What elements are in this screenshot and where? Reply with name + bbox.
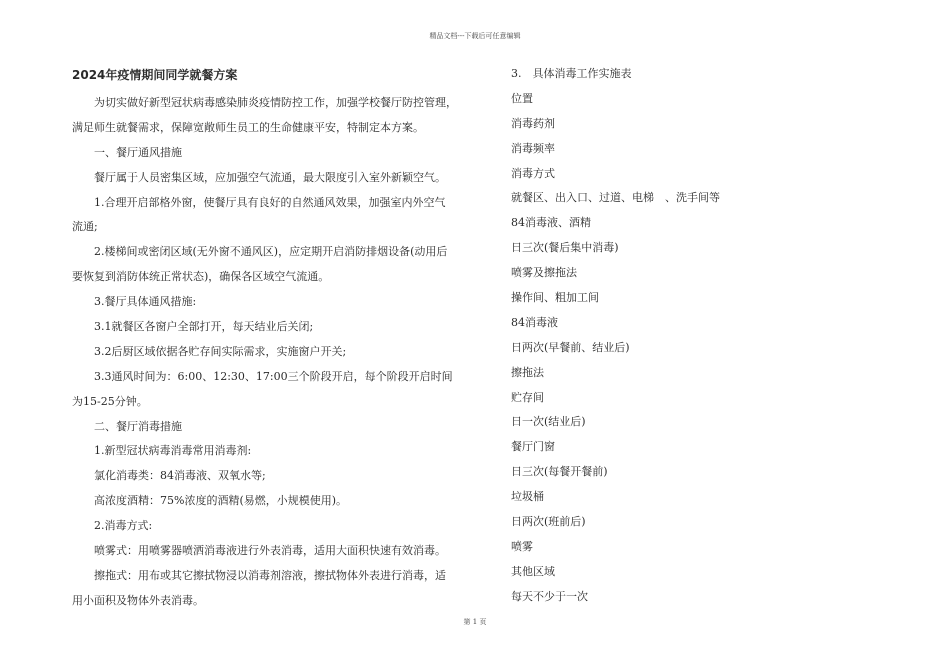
page-number: 1 — [472, 618, 478, 626]
body-line: 餐厅属于人员密集区域，应加强空气流通，最大限度引入室外新颖空气。 — [94, 170, 446, 184]
table-cell-line: 位置 — [511, 91, 533, 105]
body-line: 1.合理开启部格外窗，使餐厅具有良好的自然通风效果，加强室内外空气 — [94, 195, 446, 209]
body-line: 3.2后厨区域依据各贮存间实际需求，实施窗户开关; — [94, 344, 347, 358]
table-cell-line: 每天不少于一次 — [511, 589, 588, 603]
table-cell-line: 贮存间 — [511, 390, 544, 404]
table-cell-line: 操作间、粗加工间 — [511, 291, 599, 305]
body-line: 要恢复到消防体统正常状态)，确保各区域空气流通。 — [72, 270, 330, 284]
body-line: 3.3通风时间为：6:00、12:30、17:00三个阶段开启，每个阶段开启时间 — [94, 369, 453, 383]
document-title: 2024年疫情期间同学就餐方案 — [72, 68, 238, 82]
body-line: 喷雾式：用喷雾器喷洒消毒液进行外表消毒，适用大面积快速有效消毒。 — [94, 544, 446, 558]
body-line: 用小面积及物体外表消毒。 — [72, 593, 204, 607]
body-line: 2.消毒方式: — [94, 519, 153, 533]
table-cell-line: 擦拖法 — [511, 365, 544, 379]
body-line: 为切实做好新型冠状病毒感染肺炎疫情防控工作，加强学校餐厅防控管理， — [94, 96, 457, 109]
body-line: 1.新型冠状病毒消毒常用消毒剂: — [94, 444, 252, 458]
body-line: 一、餐厅通风措施 — [94, 145, 182, 159]
table-cell-line: 垃圾桶 — [511, 490, 544, 504]
table-cell-line: 喷雾 — [511, 539, 533, 553]
body-line: 3.1就餐区各窗户全部打开，每天结业后关闭; — [94, 320, 314, 334]
table-cell-line: 消毒频率 — [511, 141, 555, 155]
table-cell-line: 消毒方式 — [511, 166, 555, 180]
body-line: 为15-25分钟。 — [72, 394, 148, 408]
table-cell-line: 餐厅门窗 — [511, 440, 555, 454]
page-suffix: 页 — [479, 618, 487, 626]
page-footer — [0, 617, 950, 627]
table-cell-line: 日两次(早餐前、结业后) — [511, 340, 630, 354]
page-prefix: 第 — [463, 618, 471, 626]
table-cell-line: 其他区域 — [511, 564, 555, 578]
table-cell-line: 84消毒液、酒精 — [511, 216, 591, 230]
table-cell-line: 日一次(结业后) — [511, 415, 586, 429]
body-text — [72, 91, 464, 614]
table-cell-line: 喷雾及擦拖法 — [511, 266, 577, 280]
table-cell-line: 日三次(餐后集中消毒) — [511, 241, 619, 255]
table-cell-line: 日两次(班前后) — [511, 515, 586, 529]
body-line: 流通; — [72, 220, 98, 234]
body-line: 氯化消毒类：84消毒液、双氧水等; — [94, 469, 266, 483]
table-cell-line: 就餐区、出入口、过道、电梯 、洗手间等 — [511, 191, 720, 205]
body-line: 高浓度酒精：75%浓度的酒精(易燃，小规模使用)。 — [94, 494, 348, 508]
body-line: 二、餐厅消毒措施 — [94, 419, 182, 433]
right-column — [511, 62, 891, 610]
page-header: 精品文档---下载后可任意编辑 — [429, 32, 521, 40]
body-line: 满足师生就餐需求，保障宽敞师生员工的生命健康平安，特制定本方案。 — [72, 120, 424, 134]
body-line: 3.餐厅具体通风措施: — [94, 295, 197, 309]
table-cell-line: 日三次(每餐开餐前) — [511, 465, 608, 479]
body-line: 2.楼梯间或密闭区域(无外窗不通风区)，应定期开启消防排烟设备(动用后 — [94, 245, 448, 259]
table-cell-line: 84消毒液 — [511, 315, 558, 329]
table-cell-line: 消毒药剂 — [511, 116, 555, 130]
section-heading: 3. 具体消毒工作实施表 — [511, 67, 632, 80]
body-line: 擦拖式：用布或其它擦拭物浸以消毒剂溶液，擦拭物体外表进行消毒，适 — [94, 568, 446, 582]
